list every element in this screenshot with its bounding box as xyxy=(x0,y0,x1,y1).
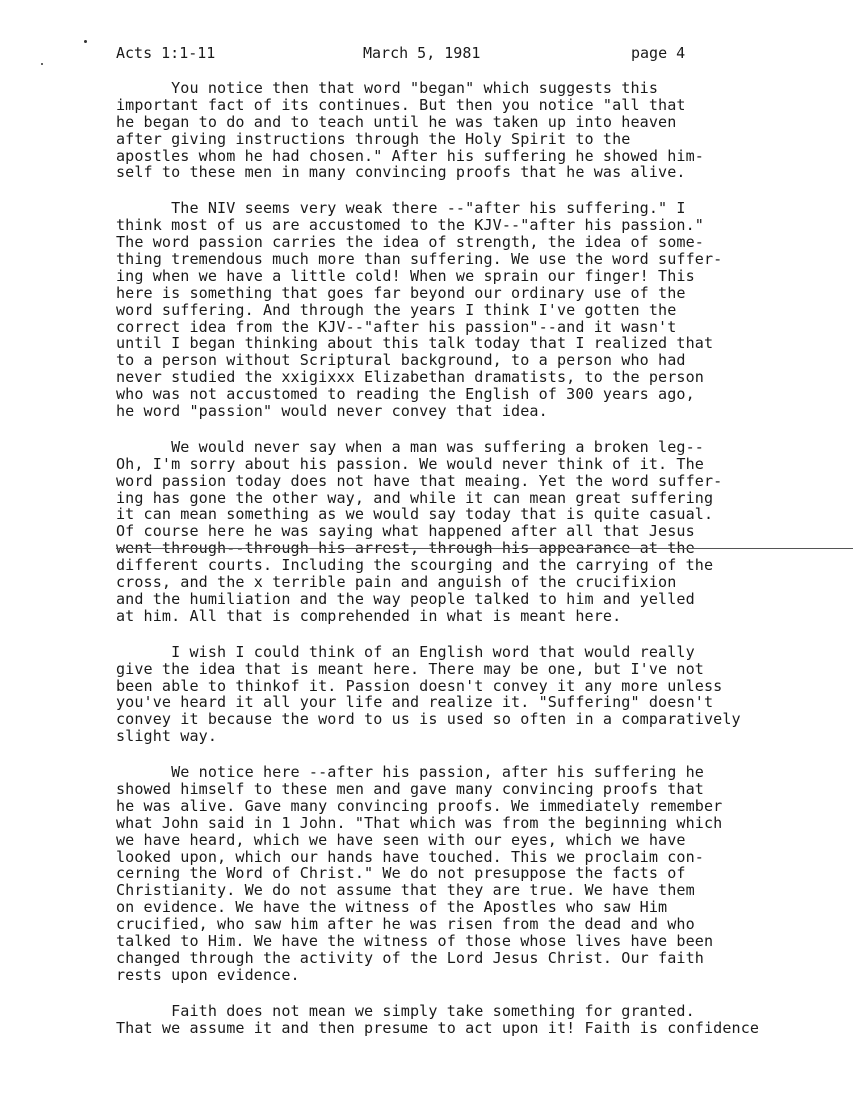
text-line: You notice then that word "began" which suggests this xyxy=(116,79,659,97)
text-line: at him. All that is comprehended in what is meant here. xyxy=(116,606,622,625)
text-line: convey it because the word to us is used so often in a comparatively xyxy=(116,710,741,729)
text-line: went through--through his arrest, through his appearance at the xyxy=(116,539,695,558)
text-line: on evidence. We have the witness of the Apostles who saw Him xyxy=(116,898,668,917)
typed-underline xyxy=(116,548,853,549)
text-line: ing has gone the other way, and while it can mean great suffering xyxy=(116,488,714,507)
page-header xyxy=(116,44,853,66)
paragraph xyxy=(116,80,846,181)
text-line: you've heard it all your life and realize it. "Suffering" doesn't xyxy=(116,693,714,712)
text-line: different courts. Including the scourging and the carrying of the xyxy=(116,556,714,575)
text-line: Faith does not mean we simply take something for granted. xyxy=(116,1001,695,1020)
text-line: who was not accustomed to reading the English of 300 years ago, xyxy=(116,385,695,404)
text-line: showed himself to these men and gave many convincing proofs that xyxy=(116,779,704,798)
header-page-number: page 4 xyxy=(631,44,686,62)
text-line: think most of us are accustomed to the KJV--"after his passion." xyxy=(116,216,704,235)
text-line: Oh, I'm sorry about his passion. We would never think of it. The xyxy=(116,454,704,473)
text-line: cerning the Word of Christ." We do not presuppose the facts of xyxy=(116,864,686,883)
text-line: looked upon, which our hands have touched. This we proclaim con- xyxy=(116,847,704,866)
text-line: to a person without Scriptural background, to a person who had xyxy=(116,351,686,370)
paragraph xyxy=(116,439,846,625)
text-line: apostles whom he had chosen." After his suffering he showed him- xyxy=(116,146,704,165)
text-line: talked to Him. We have the witness of those whose lives have been xyxy=(116,931,714,950)
text-line: he word "passion" would never convey that idea. xyxy=(116,402,548,421)
text-line: The word passion carries the idea of strength, the idea of some- xyxy=(116,233,704,252)
header-reference: Acts 1:1-11 xyxy=(116,44,216,62)
text-line: rests upon evidence. xyxy=(116,965,300,984)
paragraph xyxy=(116,644,846,745)
text-line: never studied the xxigixxx Elizabethan dramatists, to the person xyxy=(116,368,704,387)
text-line: give the idea that is meant here. There may be one, but I've not xyxy=(116,659,704,678)
paragraph xyxy=(116,200,846,420)
text-line: The NIV seems very weak there --"after his suffering." I xyxy=(116,199,686,218)
text-line: after giving instructions through the Holy Spirit to the xyxy=(116,129,631,148)
text-line: That we assume it and then presume to act upon it! Faith is confidence xyxy=(116,1018,760,1037)
text-line: and the humiliation and the way people talked to him and yelled xyxy=(116,589,695,608)
document-body xyxy=(116,80,846,1055)
text-line: thing tremendous much more than suffering. We use the word suffer- xyxy=(116,250,723,269)
text-line: self to these men in many convincing proofs that he was alive. xyxy=(116,163,686,182)
text-line: changed through the activity of the Lord Jesus Christ. Our faith xyxy=(116,948,704,967)
text-line: what John said in 1 John. "That which was from the beginning which xyxy=(116,813,723,832)
text-line: word suffering. And through the years I think I've gotten the xyxy=(116,300,677,319)
text-line: We would never say when a man was suffering a broken leg-- xyxy=(116,437,704,456)
text-line: I wish I could think of an English word that would really xyxy=(116,642,695,661)
text-line: it can mean something as we would say today that is quite casual. xyxy=(116,505,714,524)
text-line: been able to thinkof it. Passion doesn't convey it any more unless xyxy=(116,676,723,695)
text-line: We notice here --after his passion, after his suffering he xyxy=(116,763,704,782)
paper-speck xyxy=(84,40,87,43)
text-line: cross, and the x terrible pain and anguish of the crucifixion xyxy=(116,573,677,592)
paper-speck xyxy=(41,63,43,65)
text-line: Christianity. We do not assume that they are true. We have them xyxy=(116,881,695,900)
text-line: he was alive. Gave many convincing proofs. We immediately remember xyxy=(116,796,723,815)
text-line: slight way. xyxy=(116,727,218,746)
header-date: March 5, 1981 xyxy=(363,44,481,62)
text-line: ing when we have a little cold! When we sprain our finger! This xyxy=(116,266,695,285)
text-line: he began to do and to teach until he was taken up into heaven xyxy=(116,112,677,131)
text-line: important fact of its continues. But then you notice "all that xyxy=(116,95,686,114)
text-line: until I began thinking about this talk today that I realized that xyxy=(116,334,714,353)
text-line: here is something that goes far beyond our ordinary use of the xyxy=(116,283,686,302)
text-line: we have heard, which we have seen with our eyes, which we have xyxy=(116,830,686,849)
text-line: word passion today does not have that meaing. Yet the word suffer- xyxy=(116,471,723,490)
text-line: correct idea from the KJV--"after his passion"--and it wasn't xyxy=(116,317,677,336)
paragraph xyxy=(116,764,846,984)
text-line: Of course here he was saying what happened after all that Jesus xyxy=(116,522,695,541)
paragraph xyxy=(116,1003,846,1037)
text-line: crucified, who saw him after he was risen from the dead and who xyxy=(116,915,695,934)
